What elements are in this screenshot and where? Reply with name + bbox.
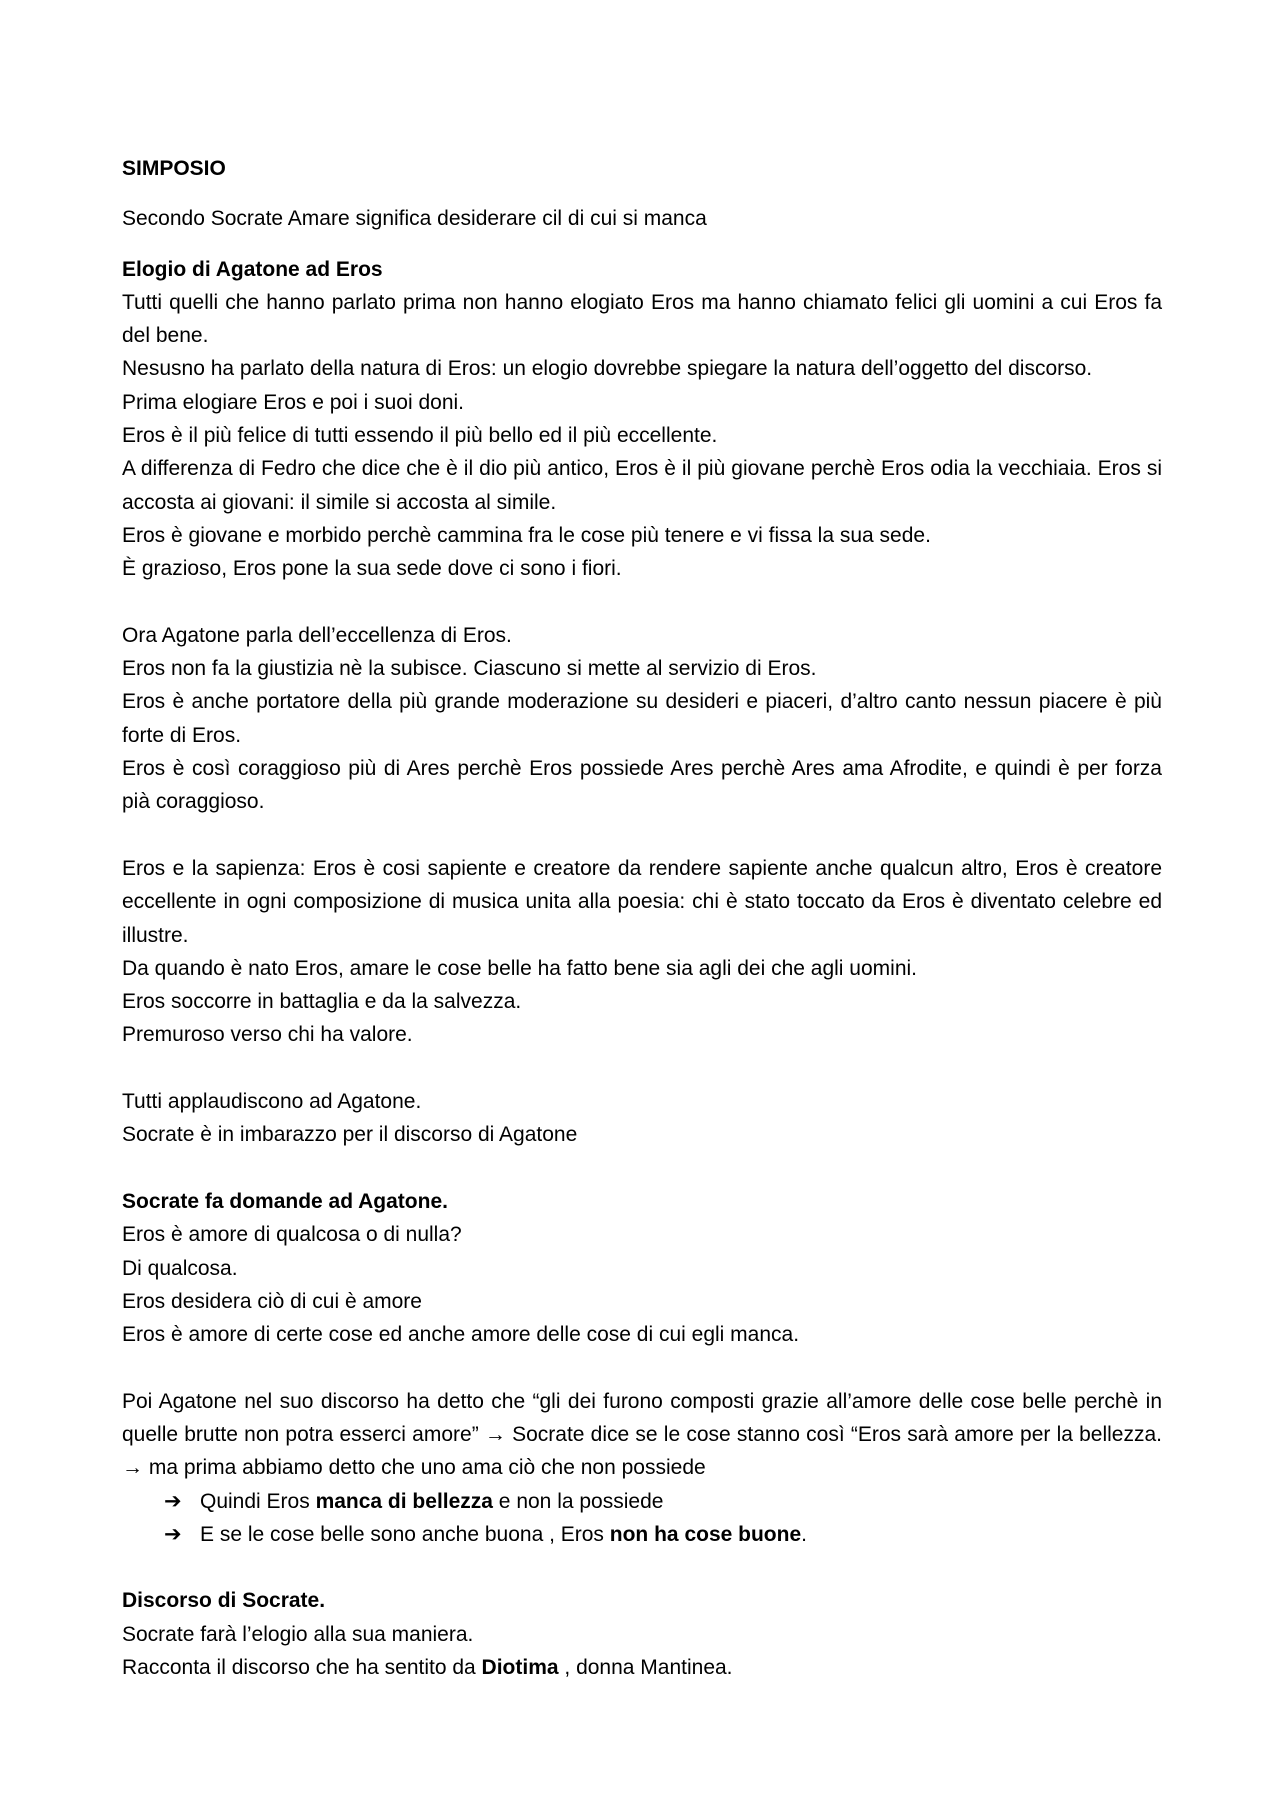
bullet-item xyxy=(122,1485,1162,1518)
text-paragraph: Poi Agatone nel suo discorso ha detto che “gli dei furono composti grazie all’amore delle cose belle perchè in quelle brutte non potra esserci amore” → Socrate dice se le cose stanno così “Eros sarà amore per la bellezza. → ma prima abbiamo detto che uno ama ciò che non possiede xyxy=(122,1389,1162,1480)
text-line: Prima elogiare Eros e poi i suoi doni. xyxy=(122,390,465,414)
bullet-text: Quindi Eros xyxy=(200,1489,316,1513)
section-sapienza xyxy=(122,852,1162,1052)
text-line: Tutti applaudiscono ad Agatone. xyxy=(122,1090,422,1114)
text-line: A differenza di Fedro che dice che è il dio più antico, Eros è il più giovane perchè Eros odia la vecchiaia. Eros si accosta ai giovani: il simile si accosta al simile. xyxy=(122,457,1162,514)
text-line: Ora Agatone parla dell’eccellenza di Eros. xyxy=(122,623,512,647)
text-line: Di qualcosa. xyxy=(122,1256,238,1280)
text-line: Eros desidera ciò di cui è amore xyxy=(122,1289,422,1313)
text-line: Eros soccorre in battaglia e da la salvezza. xyxy=(122,990,522,1014)
text-line: Eros è il più felice di tutti essendo il più bello ed il più eccellente. xyxy=(122,424,718,448)
text-line: Eros è così coraggioso più di Ares perchè Eros possiede Ares perchè Ares ama Afrodite, e quindi è per forza pià coraggioso. xyxy=(122,757,1162,814)
bullet-emphasis: manca di bellezza xyxy=(315,1489,493,1513)
document-body xyxy=(122,152,1162,1684)
text-line: Nesusno ha parlato della natura di Eros: un elogio dovrebbe spiegare la natura dell’oggetto del discorso. xyxy=(122,357,1093,381)
bullet-list xyxy=(122,1485,1162,1552)
bullet-emphasis: non ha cose buone xyxy=(609,1522,802,1546)
section-heading: Elogio di Agatone ad Eros xyxy=(122,257,383,281)
section-heading: Discorso di Socrate. xyxy=(122,1589,326,1613)
text-line: Eros è amore di qualcosa o di nulla? xyxy=(122,1223,462,1247)
section-heading: Socrate fa domande ad Agatone. xyxy=(122,1189,448,1213)
section-eccellenza xyxy=(122,619,1162,819)
arrow-bullet-icon: ➔ xyxy=(164,1489,182,1513)
text-line: Eros è amore di certe cose ed anche amore delle cose di cui egli manca. xyxy=(122,1323,800,1347)
bullet-text: . xyxy=(801,1522,807,1546)
document-title: SIMPOSIO xyxy=(122,157,226,180)
section-domande xyxy=(122,1185,1162,1351)
text-line: Socrate farà l’elogio alla sua maniera. xyxy=(122,1622,474,1646)
intro-line: Secondo Socrate Amare significa desiderare cil di cui si manca xyxy=(122,207,707,231)
text-line: Eros non fa la giustizia nè la subisce. Ciascuno si mette al servizio di Eros. xyxy=(122,657,817,681)
text-line: Eros è anche portatore della più grande moderazione su desideri e piaceri, d’altro canto nessun piacere è più forte di Eros. xyxy=(122,690,1162,747)
section-discorso-socrate xyxy=(122,1584,1162,1684)
section-applausi xyxy=(122,1085,1162,1152)
text-run: , donna Mantinea. xyxy=(558,1656,733,1680)
text-line: Eros e la sapienza: Eros è cosi sapiente e creatore da rendere sapiente anche qualcun altro, Eros è creatore eccellente in ogni composizione di musica unita alla poesia: chi è stato toccato da Eros è diventato celebre ed illustre. xyxy=(122,856,1162,947)
text-line: Premuroso verso chi ha valore. xyxy=(122,1023,413,1047)
text-run: Racconta il discorso che ha sentito da xyxy=(122,1656,482,1680)
bullet-text: e non la possiede xyxy=(492,1489,664,1513)
text-line: È grazioso, Eros pone la sua sede dove ci sono i fiori. xyxy=(122,557,622,581)
text-line: Eros è giovane e morbido perchè cammina fra le cose più tenere e vi fissa la sua sede. xyxy=(122,523,931,547)
section-elogio-agatone xyxy=(122,253,1162,586)
text-line: Tutti quelli che hanno parlato prima non hanno elogiato Eros ma hanno chiamato felici gli uomini a cui Eros fa del bene. xyxy=(122,290,1162,348)
section-bellezza xyxy=(122,1385,1162,1551)
arrow-bullet-icon: ➔ xyxy=(164,1522,182,1546)
text-line xyxy=(122,1651,1162,1684)
bullet-item xyxy=(122,1518,1162,1551)
text-line: Socrate è in imbarazzo per il discorso di Agatone xyxy=(122,1123,578,1147)
bullet-text: E se le cose belle sono anche buona , Eros xyxy=(200,1522,610,1546)
name-emphasis: Diotima xyxy=(481,1656,559,1680)
text-line: Da quando è nato Eros, amare le cose belle ha fatto bene sia agli dei che agli uomini. xyxy=(122,956,918,980)
